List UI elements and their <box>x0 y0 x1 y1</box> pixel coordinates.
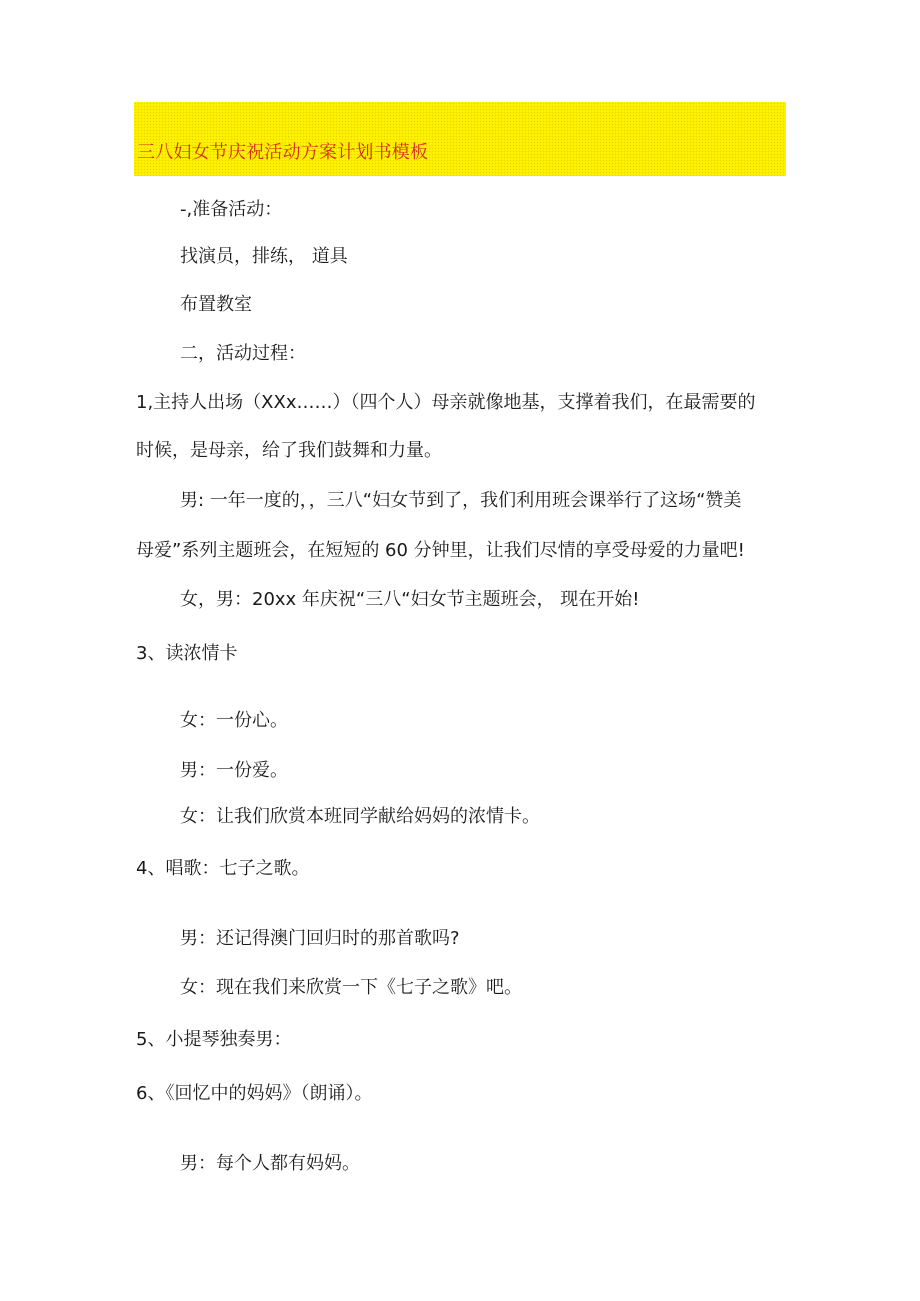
body-line: 母爱”系列主题班会，在短短的 60 分钟里，让我们尽情的享受母爱的力量吧! <box>136 540 745 561</box>
body-line: 1,主持人出场（XXx……）（四个人）母亲就像地基，支撑着我们，在最需要的 <box>136 392 756 413</box>
dialogue-line: 男：一份爱。 <box>180 760 288 781</box>
section-heading-preparation: -,准备活动： <box>180 199 283 220</box>
dialogue-line: 男：每个人都有妈妈。 <box>180 1153 360 1174</box>
list-item-heading: 5、小提琴独奏男： <box>136 1029 292 1050</box>
document-title: 三八妇女节庆祝活动方案计划书模板 <box>137 142 429 163</box>
body-line: 女，男：20xx 年庆祝“三八“妇女节主题班会， 现在开始! <box>180 589 640 610</box>
dialogue-line: 男：还记得澳门回归时的那首歌吗? <box>180 928 460 949</box>
body-line: 找演员，排练， 道具 <box>180 246 348 267</box>
list-item-heading: 6、《回忆中的妈妈》（朗诵）。 <box>136 1083 373 1104</box>
body-line: 布置教室 <box>180 294 252 315</box>
list-item-heading: 4、唱歌：七子之歌。 <box>136 858 310 879</box>
dialogue-line: 女：现在我们来欣赏一下《七子之歌》吧。 <box>180 977 522 998</box>
title-highlight-bar <box>134 102 786 176</box>
dialogue-line: 女：一份心。 <box>180 710 288 731</box>
body-line: 时候，是母亲，给了我们鼓舞和力量。 <box>136 440 442 461</box>
section-heading-process: 二，活动过程： <box>180 343 306 364</box>
dialogue-line: 女：让我们欣赏本班同学献给妈妈的浓情卡。 <box>180 806 540 827</box>
list-item-heading: 3、读浓情卡 <box>136 643 238 664</box>
body-line: 男: 一年一度的，，三八“妇女节到了，我们利用班会课举行了这场“赞美 <box>180 490 742 511</box>
